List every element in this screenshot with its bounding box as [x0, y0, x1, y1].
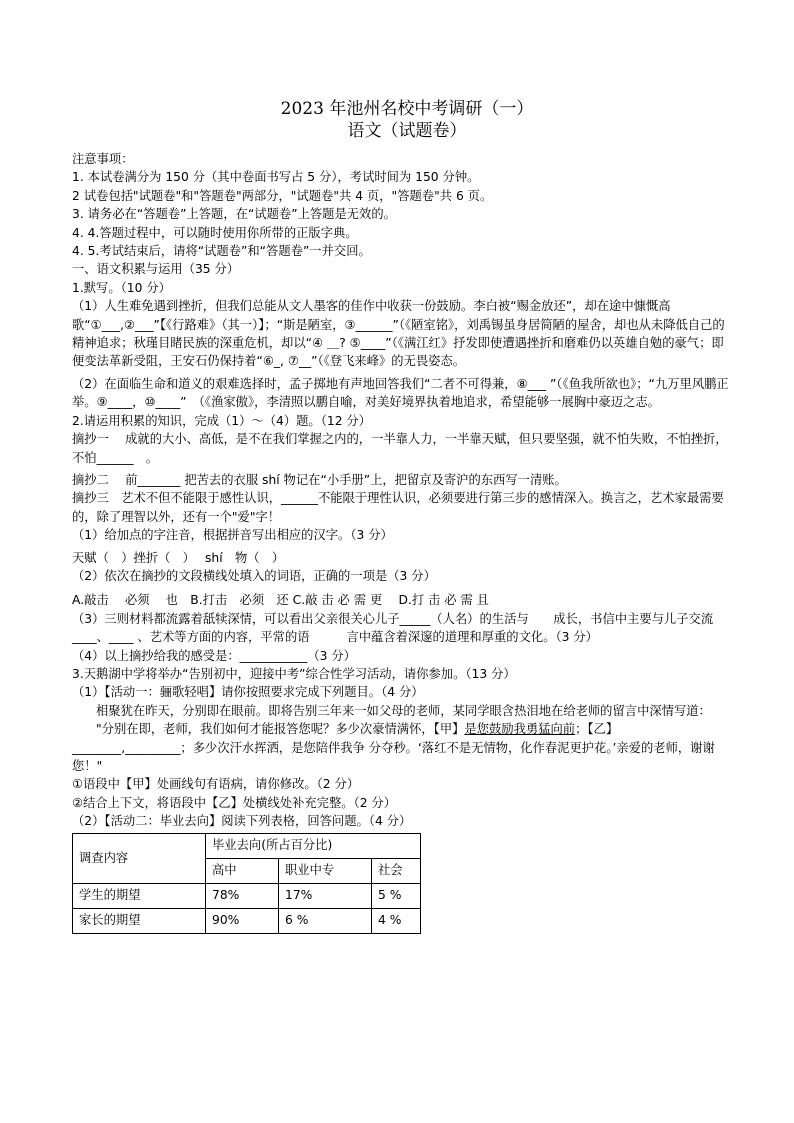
- q3-quote-end: ；【乙】________,_________；多少次汗水挥洒，是您陪伴我争 分夺秒。‘落红不是无情物，化作春泥更护花。’亲爱的老师，谢谢您！": [72, 722, 715, 773]
- table-cell: 4 %: [372, 908, 421, 933]
- note-item-5: 4. 5.考试结束后，请将“试题卷”和“答题卷”一并交回。: [72, 244, 371, 259]
- q2-excerpt-1: 摘抄一 成就的大小、高低，是不在我们掌握之内的，一半靠人力，一半靠天赋，但只要坚强，就不怕失败，不怕挫折，不怕______ 。: [72, 432, 728, 465]
- q3-heading: 3.天鹅湖中学将举办“告别初中，迎接中考”综合性学习活动，请你参加。（13 分）: [72, 666, 516, 681]
- exam-page: [72, 98, 732, 934]
- q3-sub-1: （1）【活动一：骊歌轻唱】请你按照要求完成下列题目。（4 分）: [72, 685, 424, 700]
- q3-quote: [72, 720, 732, 775]
- q2-heading: 2.请运用积累的知识，完成（1）～（4）题。（12 分）: [72, 413, 372, 428]
- q1-paragraph-1: （1）人生难免遇到挫折，但我们总能从文人墨客的佳作中收获一份鼓励。李白被“赐金放还”，却在途中慷慨高歌“①___,②___”【《行路难》（其一）】；“斯是陋室，③______”（《陋室铭》，刘禹锡虽身居简陋的屋舍，却也从未降低自己的精神追求；秋瑾目睹民族的深重危机，却以“④ ＿? ⑤____”（《满江红》抒发即使遭遇挫折和磨难仍以英雄自勉的豪气；即便变法革新受阻，王安石仍保持着“⑥_, ⑦__”（《登飞来峰》的无畏姿态。: [72, 299, 725, 369]
- q2-options: A.敲击 必须 也 B.打击 必须 还 C.敲 击 必 需 更 D.打 击 必 需 且: [72, 593, 489, 608]
- table-row: [73, 833, 421, 858]
- q3-quote-start: "分别在即，老师，我们如何才能报答您呢？多少次豪情满怀，【甲】: [96, 722, 465, 737]
- q3-item-1: ①语段中【甲】处画线句有语病，请你修改。（2 分）: [72, 777, 360, 792]
- note-item-3: 3. 请务必在“答题卷”上答题，在“试题卷”上答题是无效的。: [72, 207, 396, 222]
- table-cell: 17%: [279, 883, 372, 908]
- q3-item-2: ②结合上下文，将语段中【乙】处横线处补充完整。（2 分）: [72, 795, 397, 810]
- notes-heading: 注意事项：: [72, 152, 134, 166]
- table-cell: 78%: [206, 883, 279, 908]
- q2-excerpt-3: 摘抄三 艺术不但不能限于感性认识，______不能限于理性认识，必须要进行第三步的感情深入。换言之，艺术家最需要的，除了理智以外，还有一个"爱"字！: [72, 491, 724, 524]
- section-heading: 一、语文积累与运用（35 分）: [72, 262, 240, 277]
- q3-sub-2: （2）【活动二：毕业去向】阅读下列表格，回答问题。（4 分）: [72, 814, 412, 829]
- q2-sub-1: （1）给加点的字注音，根据拼音写出相应的汉字。（3 分）: [72, 528, 393, 543]
- note-item-1: 1. 本试卷满分为 150 分（其中卷面书写占 5 分），考试时间为 150 分钟。: [72, 170, 480, 185]
- table-row: [73, 883, 421, 908]
- note-item-4: 4. 4.答题过程中，可以随时使用你所带的正版字典。: [72, 225, 358, 240]
- q2-excerpt-2: 摘抄二 前_______ 把苦去的衣服 shí 物记在“小手册”上，把留京及寄沪的东西写一清账。: [72, 472, 567, 487]
- q2-sub-3: （3）三则材料都流露着舐犊深情，可以看出父亲很关心儿子_____（人名）的生活与 成长，书信中主要与儿子交流____、____ 、艺术等方面的内容，平常的语 言中蕴含着深邃的道理和厚重的文化。（3 分）: [72, 611, 714, 645]
- note-item-2: 2 试卷包括"试题卷"和"答题卷"两部分，"试题卷"共 4 页，"答题卷"共 6 页。: [72, 188, 493, 203]
- table-column-header: 社会: [372, 858, 421, 883]
- table-row-label: 家长的期望: [73, 908, 206, 933]
- q2-sub-4: （4）以上摘抄给我的感受是：___________（3 分）: [72, 648, 356, 663]
- page-subtitle: 语文（试题卷）: [347, 121, 467, 141]
- table-column-header: 职业中专: [279, 858, 372, 883]
- q1-paragraph-2: （2）在面临生命和道义的艰难选择时，孟子掷地有声地回答我们“二者不可得兼，⑧___ ”（《鱼我所欲也》；“九万里风鹏正举。⑨____，⑩____” （《渔家傲》，李清照以鹏自喻，对美好境界执着地追求，希望能够一展胸中豪迈之志。: [72, 376, 729, 410]
- table-group-header: 毕业去向(所占百分比): [206, 833, 421, 858]
- page-title: 2023 年池州名校中考调研（一）: [280, 99, 534, 119]
- q2-sub-2: （2）依次在摘抄的文段横线处填入的词语，正确的一项是（3 分）: [72, 568, 436, 583]
- table-row-label: 学生的期望: [73, 883, 206, 908]
- table-row-header: 调查内容: [73, 833, 206, 883]
- q1-heading: 1.默写。（10 分）: [72, 280, 171, 295]
- table-column-header: 高中: [206, 858, 279, 883]
- table-cell: 6 %: [279, 908, 372, 933]
- table-cell: 5 %: [372, 883, 421, 908]
- table-row: [73, 908, 421, 933]
- survey-table: [72, 833, 421, 934]
- q2-sub-1-answer: 天赋（ ）挫折（ ） shí 物（ ）: [72, 550, 285, 565]
- q3-quote-underlined: 是您鼓励我勇猛向前: [464, 722, 576, 737]
- q3-paragraph: 相聚犹在昨天，分别即在眼前。即将告别三年来一如父母的老师，某同学眼含热泪地在给老师的留言中深情写道：: [96, 703, 711, 718]
- table-cell: 90%: [206, 908, 279, 933]
